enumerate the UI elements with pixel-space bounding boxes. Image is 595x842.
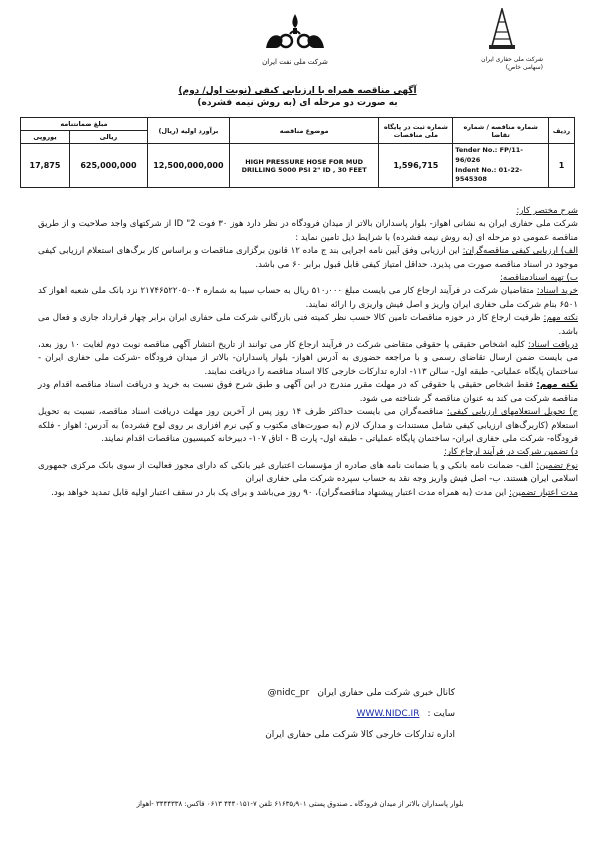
section-d1-text: الف- ضمانت نامه بانکی و یا ضمانت نامه های صادره از مؤسسات اعتباری غیر بانکی که دارای مجوز فعالیت از سوی بانک مرکزی جمهوری اسلامی ایران هستند. ب- اصل فیش واریز وجه نقد به حساب سپرده شرکت ملی حفاری ایران — [38, 460, 578, 485]
section-b — [38, 272, 578, 285]
channel-handle[interactable]: @nidc_pr — [267, 688, 310, 698]
table-row — [21, 144, 575, 188]
section-d1-heading: نوع تضمین: — [536, 460, 578, 471]
cell-guarantee-rial: 625,000,000 — [69, 144, 147, 188]
website-label: سایت : — [427, 709, 455, 719]
note-2 — [38, 379, 578, 406]
col-row-header: ردیف — [549, 118, 575, 144]
description-paragraph — [38, 205, 578, 245]
department-row — [135, 725, 455, 746]
cell-registration: 1,596,715 — [379, 144, 453, 188]
section-b1 — [38, 285, 578, 312]
section-d — [38, 446, 578, 459]
description-text: شرکت ملی حفاری ایران به نشانی اهواز- بلوار پاسداران بالاتر از میدان فرودگاه در نظر دارد هوز ۳۰ فوت ID "2 از شرکتهای واجد صلاحیت و از طریق مناقصه عمومی دو مرحله ای (به روش نیمه فشرده) با شرایط ذیل تامین نماید : — [38, 219, 578, 243]
section-d-heading: د) تضمین شرکت در فرآیند ارجاع کار: — [443, 447, 578, 458]
company-type: (سهامی خاص) — [505, 63, 543, 71]
section-a-heading: الف) ارزیابی کیفی مناقصه‌گران: — [462, 246, 578, 257]
channel-label: کانال خبری شرکت ملی حفاری ایران — [317, 688, 455, 698]
drilling-rig-logo-icon — [487, 8, 517, 50]
title-line-2: به صورت دو مرحله ای (به روش نیمه فشرده) — [197, 98, 398, 108]
cell-estimate: 12,500,000,000 — [147, 144, 229, 188]
section-a-text: این ارزیابی وفق آیین نامه اجرایی بند ج ماده ۱۲ قانون برگزاری مناقصات و براساس کار برگ‌های استعلام ارزیابی کیفی موجود در اسناد مناقصه صورت می پذیرد. حداقل امتیاز کیفی قابل قبول برابر ۶۰ می باشد. — [38, 246, 578, 270]
section-c — [38, 406, 578, 446]
notice-title — [0, 86, 595, 108]
section-d2-heading: مدت اعتبار تضمین: — [509, 487, 578, 498]
contact-block — [135, 683, 455, 746]
tender-no: Tender No.: FP/11-96/026 — [455, 146, 523, 164]
note-1-heading: نکته مهم: — [543, 313, 578, 324]
title-line-1: آگهی مناقصه همراه با ارزیابی کیفی (نوبت اول/ دوم) — [178, 86, 417, 96]
nioc-logo-icon — [262, 12, 328, 52]
section-b-heading: ب) تهیه اسنادمناقصه: — [500, 273, 578, 284]
company-name-right — [481, 56, 543, 72]
description-heading: شرح مختصر کار: — [516, 206, 578, 216]
section-b2-heading: دریافت اسناد: — [527, 340, 578, 351]
col-euro-header: یوروپی — [21, 131, 70, 144]
col-number-header: شماره مناقصه / شماره تقاضا — [453, 118, 549, 144]
section-b1-heading: خرید اسناد: — [536, 286, 578, 297]
section-a — [38, 245, 578, 272]
website-row — [135, 704, 455, 725]
col-registration-header: شماره ثبت در پایگاه ملی مناقصات — [379, 118, 453, 144]
col-subject-header: موضوع مناقصه — [229, 118, 379, 144]
col-guarantee-header: مبلغ ضمانتنامه — [21, 118, 148, 131]
section-b1-text: متقاضیان شرکت در فرآیند ارجاع کار می بایست مبلغ ۵۱۰٫۰۰۰ ریال به حساب سیبا به شماره ۲۱۷۴۶۵۲۲۰۵۰۰۴ نزد بانک ملی شعبه اهواز کد ۶۵۰۱ بنام شرکت ملی حفاری ایران واریز و اصل فیش واریزی را ارائه نمایند. — [38, 286, 578, 310]
section-b2 — [38, 339, 578, 379]
indent-no: Indent No.: 01-22-9545308 — [455, 165, 523, 184]
section-d2 — [38, 487, 578, 500]
note-1 — [38, 312, 578, 339]
section-d1 — [38, 460, 578, 487]
cell-tender-number — [453, 144, 549, 188]
department-name: اداره تدارکات خارجی کالا شرکت ملی حفاری ایران — [265, 730, 455, 740]
section-d2-text: این مدت (به همراه مدت اعتبار پیشنهاد مناقصه‌گران)، ۹۰ روز می‌باشد و برای یک بار در سقف اعتبار اولیه قابل تمدید خواهد بود. — [51, 487, 507, 498]
note-1-text: ظرفیت ارجاع کار در حوزه مناقصات تامین کالا حسب نظر کمیته فنی بازرگانی شرکت ملی حفاری ایران برابر چهار قرارداد جاری و فعال می باشد. — [38, 313, 578, 337]
section-c-text: مناقصه‌گران می بایست حداکثر ظرف ۱۴ روز پس از آخرین روز مهلت دریافت اسناد مناقصه، نسبت به تحویل استعلام (کاربرگ‌های ارزیابی کیفی شامل مستندات و مدارک لازم (به صورت‌های مکتوب و کپی نرم افزاری بر روی لوح فشرده) به آدرس: اهواز - فلکه فرودگاه- شرکت ملی حفاری ایران- ساختمان پایگاه عملیاتی - طبقه اول- پارت B - اتاق ۱۰۷- دبیرخانه کمیسیون مناقصات اقدام نمایند. — [38, 407, 578, 444]
section-c-heading: ج) تحویل استعلامهای ارزیابی کیفی: — [446, 407, 579, 418]
col-estimate-header: برآورد اولیه (ریال) — [147, 118, 229, 144]
table-header-row — [21, 118, 575, 131]
channel-row — [135, 683, 455, 704]
company-name-center: شرکت ملی نفت ایران — [262, 58, 328, 66]
section-b2-text: کلیه اشخاص حقیقی یا حقوقی متقاضی شرکت در فرآیند ارجاع کار می توانند از تاریخ انتشار آگهی مناقصه نوبت دوم لغایت ۱۰ روز بعد، می بایست ضمن ارسال تقاضای رسمی و با مراجعه حضوری به آدرس اهواز- بلوار پاسداران- بالاتر از میدان فرودگاه -شرکت ملی حفاری ایران - ساختمان پایگاه عملیاتی- طبقه اول- سالن ۱۱۳- اداره تدارکات خارجی کالا اسناد مناقصه را دریافت نمایند. — [38, 340, 578, 377]
company-name: شرکت ملی حفاری ایران — [481, 56, 543, 63]
address-footer: بلوار پاسداران بالاتر از میدان فرودگاه ـ صندوق پستی ۶۱۶۳۵٫۹۰۱ تلفن ۷-۴۴۴۰۱۵۱ ۰۶۱۳ فاکس: ۳۴۴۴۳۳۸ -اهواز — [136, 800, 464, 808]
notice-body — [38, 205, 578, 500]
letterhead — [0, 6, 595, 88]
cell-subject: HIGH PRESSURE HOSE FOR MUD DRILLING 5000 PSI 2" ID , 30 FEET — [229, 144, 379, 188]
note-2-text: فقط اشخاص حقیقی یا حقوقی که در مهلت مقرر مندرج در این آگهی و طبق شرح فوق نسبت به خرید و دریافت اسناد مناقصه اقدام ودر مناقصه شرکت می کند به عنوان مناقصه گر شناخته می شود. — [38, 380, 578, 404]
tender-table — [20, 117, 575, 188]
cell-guarantee-euro: 17,875 — [21, 144, 70, 188]
note-2-heading: نکته مهم: — [536, 380, 578, 391]
cell-row: 1 — [549, 144, 575, 188]
website-link[interactable]: WWW.NIDC.IR — [356, 709, 420, 719]
col-rial-header: ریالی — [69, 131, 147, 144]
